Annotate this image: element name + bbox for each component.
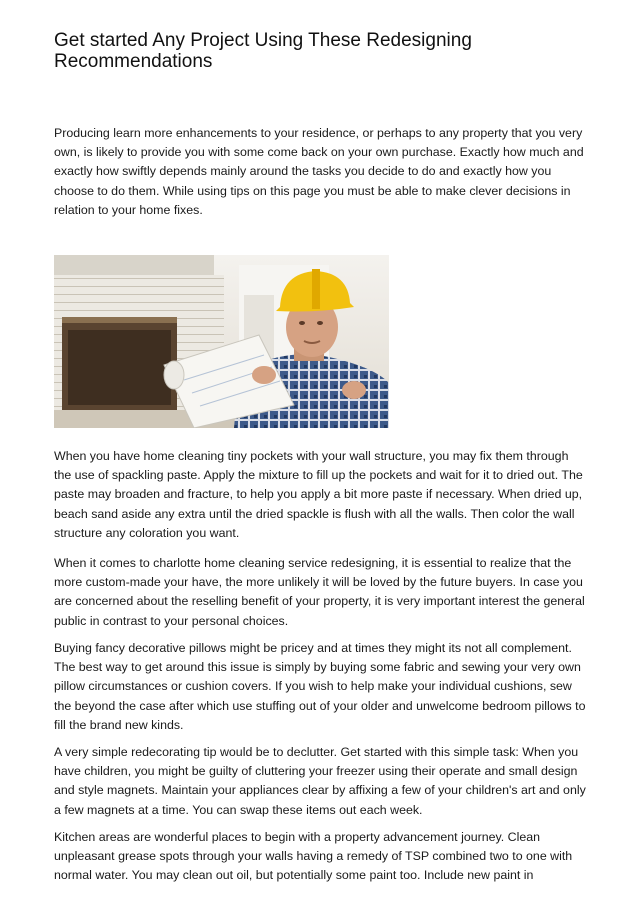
- paragraph-pillows: Buying fancy decorative pillows might be pricey and at times they might its not all complement. The best way to get around this issue is simply by buying some fabric and sewing your very own pillow circumstances or cushion covers. If you wish to help make your individual cushions, sew the beyond the case after which use stuffing out of your older and unwelcome bedroom pillows to fill the brand new kinds.: [54, 641, 586, 732]
- paragraph-customization: When it comes to charlotte home cleaning service redesigning, it is essential to realize that the more custom-made your have, the more unlikely it will be loved by the future buyers. In case you are concerned about the reselling benefit of your property, it is very important interest the general public in contrast to your personal choices.: [54, 556, 585, 628]
- construction-worker-photo: [54, 255, 389, 428]
- paragraph-wall-repair: When you have home cleaning tiny pockets with your wall structure, you may fix them through the use of spackling paste. Apply the mixture to fill up the pockets and wait for it to dried out. The paste may broaden and fracture, to help you apply a bit more paste if necessary. When dried up, beach sand aside any extra until the dried spackle is flush with all the walls. Then color the wall structure any coloration you want.: [54, 449, 583, 540]
- paragraph-intro: Producing learn more enhancements to your residence, or perhaps to any property that you very own, is likely to provide you with some come back on your own purchase. Exactly how much and exactly how swiftly depends mainly around the tasks you decide to do and exactly how you choose to do them. While using tips on this page you must be able to make clever decisions in relation to your home fixes.: [54, 126, 584, 217]
- page-title: Get started Any Project Using These Redesigning Recommendations: [54, 30, 472, 72]
- paragraph-kitchen: Kitchen areas are wonderful places to begin with a property advancement journey. Clean unpleasant grease spots through your walls having a remedy of TSP combined two to one with normal water. You may clean out oil, but potentially some paint too. Include new paint in: [54, 830, 573, 883]
- paragraph-declutter: A very simple redecorating tip would be to declutter. Get started with this simple task: When you have children, you might be guilty of cluttering your freezer using their operate and small design and style magnets. Maintain your appliances clear by affixing a few of your children's art and only a few magnets at a time. You can swap these items out each week.: [54, 745, 586, 817]
